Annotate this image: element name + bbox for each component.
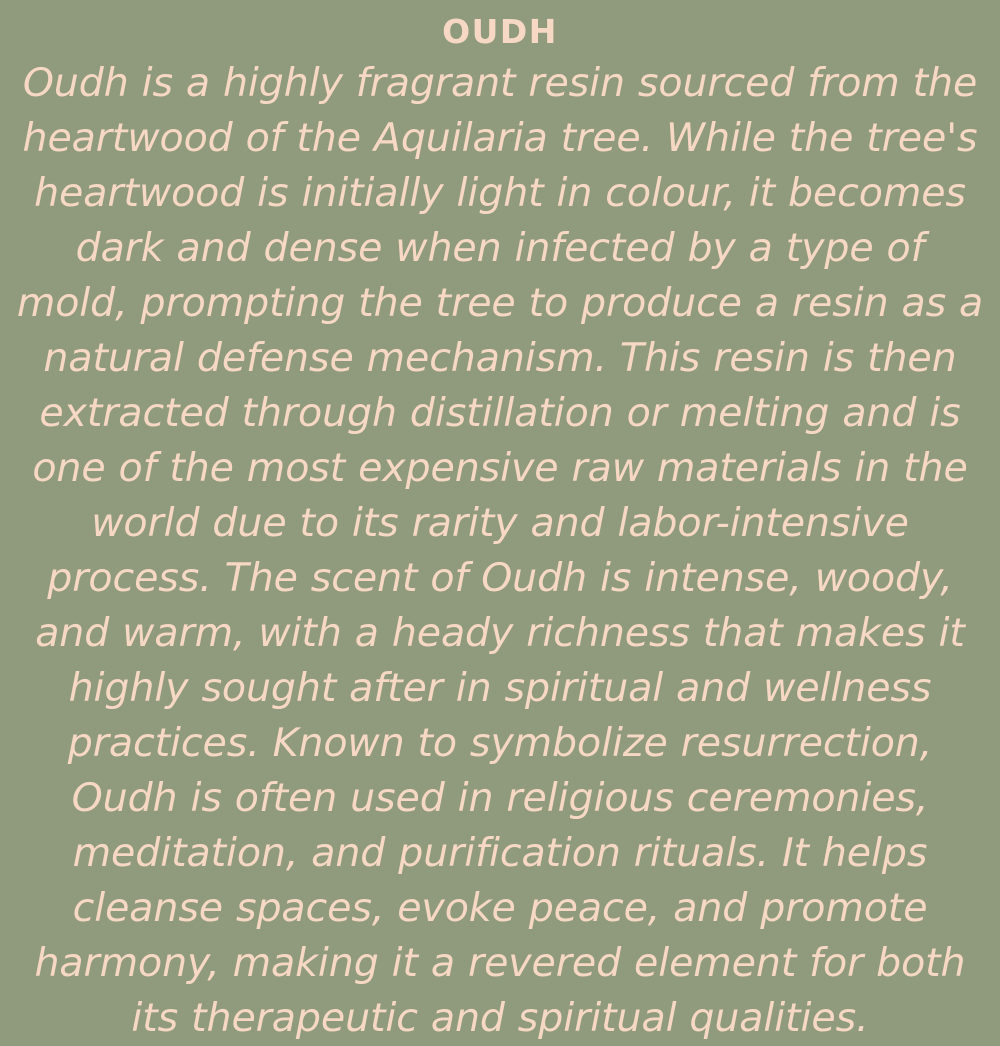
description-text: Oudh is a highly fragrant resin sourced from the heartwood of the Aquilaria tree. While the tree's heartwood is initially light in colour, it becomes dark and dense when infected by a type of mold, prompting the tree to produce a resin as a natural defense mechanism. This resin is then extracted through distillation or melting and is one of the most expensive raw materials in the world due to its rarity and labor-intensive process. The scent of Oudh is intense, woody, and warm, with a heady richness that makes it highly sought after in spiritual and wellness practices. Known to symbolize resurrection, Oudh is often used in religious ceremonies, meditation, and purification rituals. It helps cleanse spaces, evoke peace, and promote harmony, making it a revered element for both its therapeutic and spiritual qualities. — [16, 60, 984, 1041]
page-title: OUDH — [442, 12, 558, 51]
